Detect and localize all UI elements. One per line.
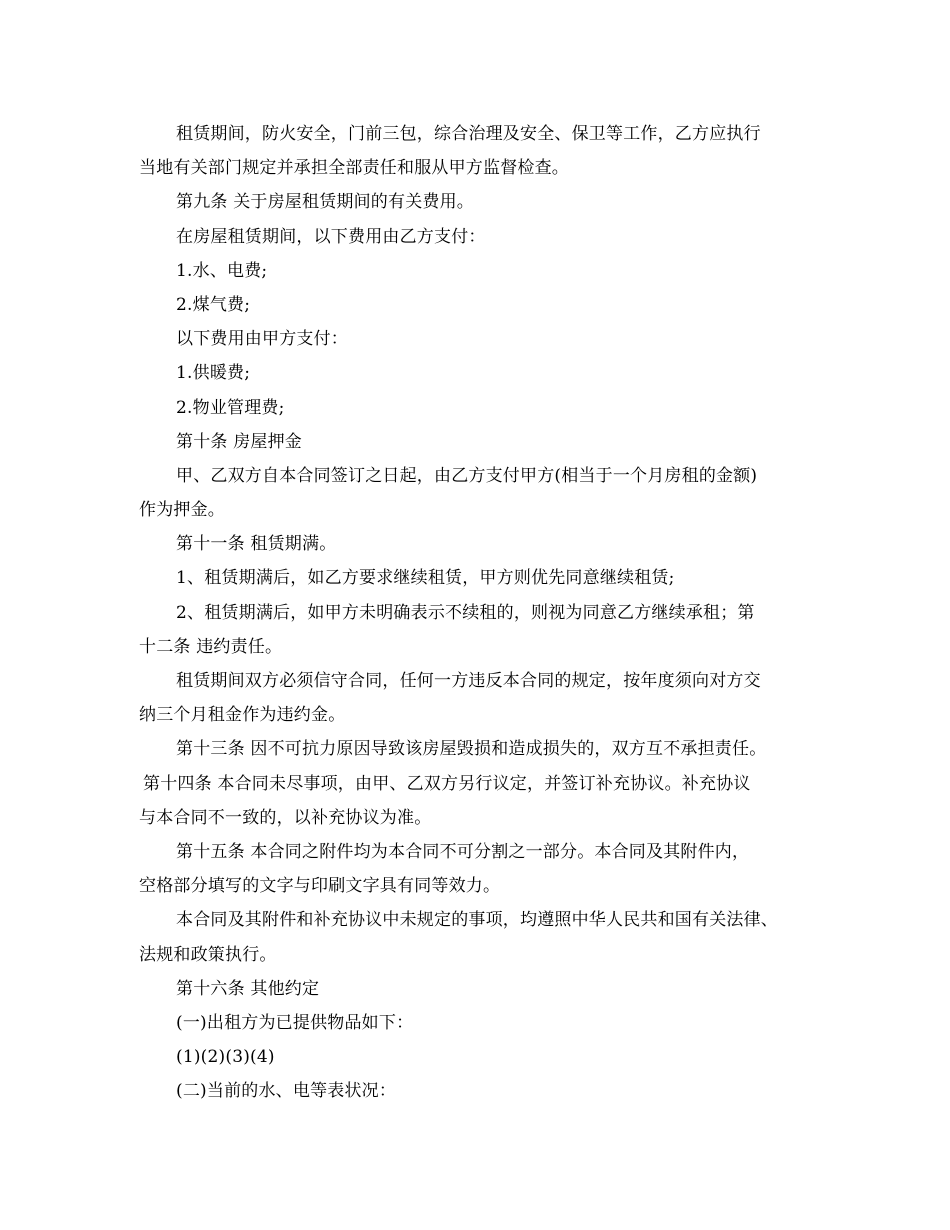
text-line: 当地有关部门规定并承担全部责任和服从甲方监督检查。: [139, 158, 569, 179]
text-line: 作为押金。: [139, 500, 225, 521]
text-line: 第十三条 因不可抗力原因导致该房屋毁损和造成损失的，双方互不承担责任。: [176, 739, 767, 760]
text-line: 十二条 违约责任。: [139, 636, 283, 657]
text-line: 第十条 房屋押金: [176, 431, 303, 452]
text-line: 空格部分填写的文字与印刷文字具有同等效力。: [139, 876, 501, 897]
text-line: 租赁期间双方必须信守合同，任何一方违反本合同的规定，按年度须向对方交: [176, 671, 761, 691]
text-line: 法规和政策执行。: [139, 944, 277, 965]
text-line: 1.供暖费;: [176, 363, 251, 384]
text-line: 2.煤气费;: [176, 294, 251, 315]
text-line: (二)当前的水、电等表状况：: [176, 1081, 397, 1102]
text-line: 第九条 关于房屋租赁期间的有关费用。: [176, 192, 475, 213]
text-line: 第十一条 租赁期满。: [176, 534, 337, 555]
text-line: (1)(2)(3)(4): [176, 1047, 275, 1068]
text-line: 租赁期间，防火安全，门前三包，综合治理及安全、保卫等工作，乙方应执行: [176, 124, 761, 144]
text-line: 以下费用由甲方支付：: [176, 329, 348, 350]
text-line: 1、租赁期满后，如乙方要求继续租赁，甲方则优先同意继续租赁;: [176, 568, 675, 589]
text-line: 在房屋租赁期间，以下费用由乙方支付：: [176, 226, 486, 247]
text-line: 第十四条 本合同未尽事项，由甲、乙双方另行议定，并签订补充协议。补充协议: [143, 773, 751, 794]
text-line: 1.水、电费;: [176, 260, 268, 281]
text-line: 2.物业管理费;: [176, 397, 285, 418]
document-body: [139, 117, 815, 1108]
text-line: 纳三个月租金作为违约金。: [139, 705, 346, 726]
text-line: 甲、乙双方自本合同签订之日起，由乙方支付甲方(相当于一个月房租的金额): [176, 465, 758, 486]
text-line: 第十五条 本合同之附件均为本合同不可分割之一部分。本合同及其附件内，: [176, 841, 750, 862]
text-line: 与本合同不一致的，以补充协议为准。: [139, 807, 432, 828]
text-line: 本合同及其附件和补充协议中未规定的事项，均遵照中华人民共和国有关法律、: [176, 910, 778, 931]
text-line: 第十六条 其他约定: [176, 978, 320, 999]
text-line: (一)出租方为已提供物品如下：: [176, 1012, 414, 1033]
text-line: 2、租赁期满后，如甲方未明确表示不续租的，则视为同意乙方继续承租；第: [176, 602, 755, 623]
